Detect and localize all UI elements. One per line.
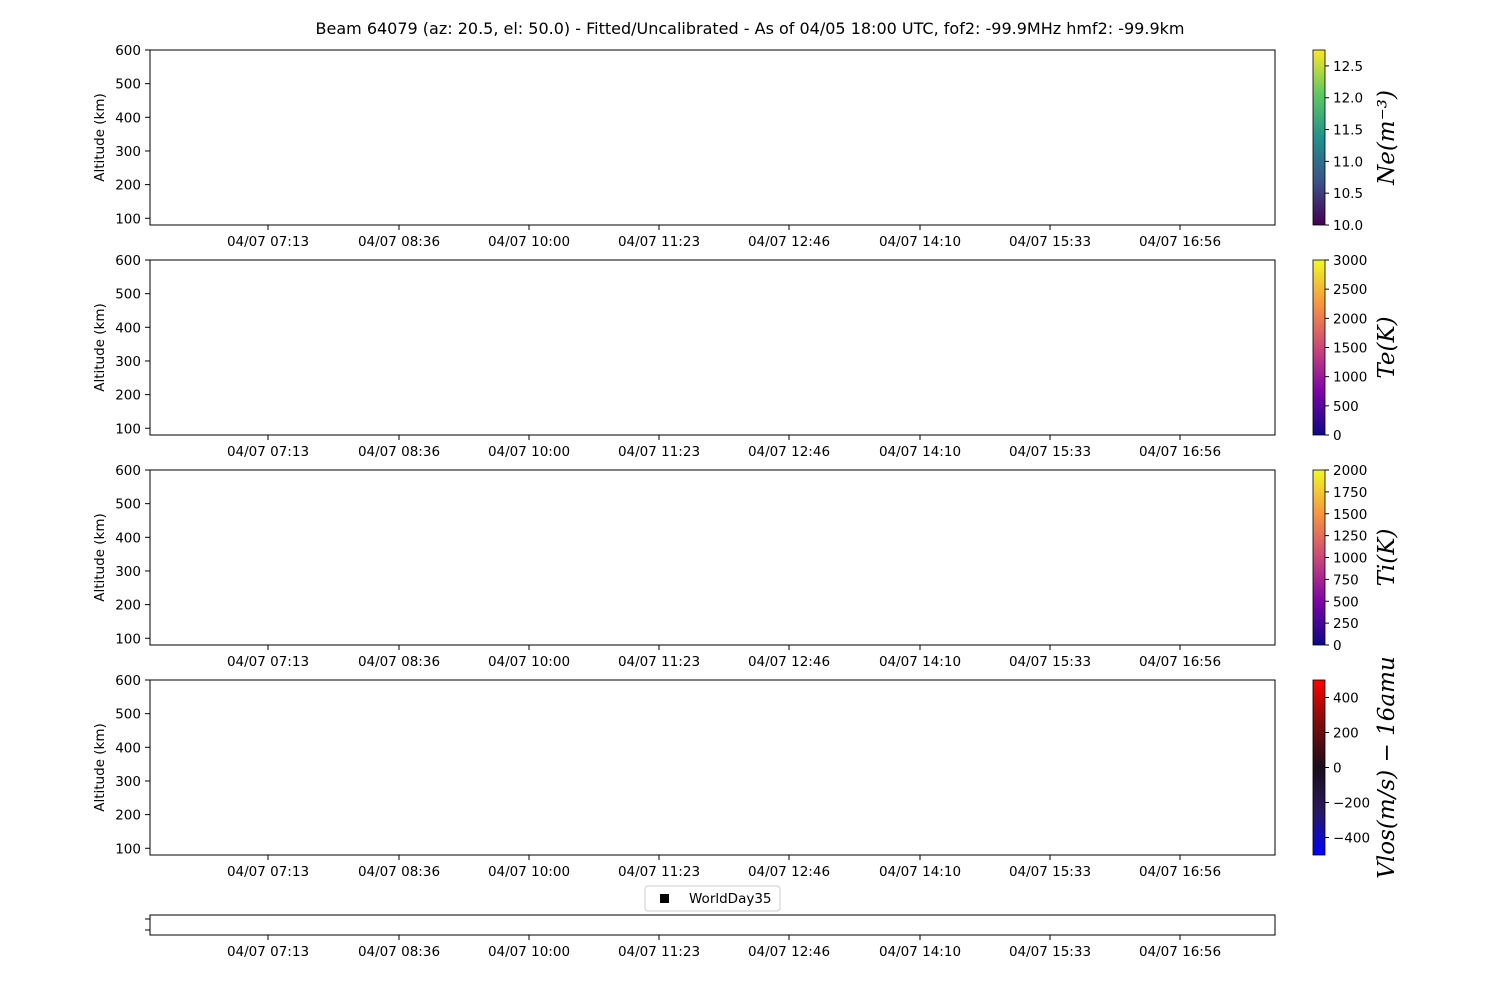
axes-frame bbox=[150, 470, 1275, 645]
colorbar bbox=[1313, 260, 1325, 435]
ytick-label: 300 bbox=[115, 773, 141, 790]
ytick-label: 200 bbox=[115, 597, 141, 614]
ytick-label: 100 bbox=[115, 841, 141, 858]
strip-xtick-label: 04/07 07:13 bbox=[226, 944, 310, 960]
colorbar-tick-label: 1750 bbox=[1333, 484, 1368, 501]
ytick-label: 500 bbox=[115, 76, 141, 93]
axes-frame bbox=[150, 915, 1275, 935]
strip-xtick-label: 04/07 11:23 bbox=[617, 944, 701, 960]
panel-3 bbox=[92, 463, 1400, 670]
panel-xtick-label: 04/07 16:56 bbox=[1138, 864, 1222, 880]
ytick-label: 300 bbox=[115, 353, 141, 370]
colorbar-label: Ti(K) bbox=[1374, 528, 1400, 587]
ytick-label: 300 bbox=[115, 563, 141, 580]
ytick-label: 400 bbox=[115, 530, 141, 547]
ytick-label: 500 bbox=[115, 286, 141, 303]
colorbar-tick-label: −400 bbox=[1333, 830, 1371, 847]
ytick-label: 400 bbox=[115, 740, 141, 757]
panel-xtick-label: 04/07 15:33 bbox=[1008, 864, 1092, 880]
ylabel: Altitude (km) bbox=[92, 723, 108, 812]
mode-strip-panel bbox=[145, 886, 1275, 960]
colorbar-tick-label: 10.0 bbox=[1333, 218, 1364, 234]
panel-xtick-label: 04/07 16:56 bbox=[1138, 654, 1222, 670]
colorbar bbox=[1313, 470, 1325, 645]
colorbar-tick-label: 0 bbox=[1333, 428, 1342, 444]
ytick-label: 500 bbox=[115, 706, 141, 723]
panel-xtick-label: 04/07 08:36 bbox=[357, 234, 441, 250]
colorbar-tick-label: 12.5 bbox=[1333, 58, 1364, 75]
colorbar-tick-label: 1000 bbox=[1333, 550, 1368, 567]
colorbar-tick-label: 750 bbox=[1333, 572, 1359, 589]
ytick-label: 300 bbox=[115, 143, 141, 160]
colorbar-tick-label: 400 bbox=[1333, 690, 1359, 707]
colorbar-tick-label: 1500 bbox=[1333, 340, 1368, 357]
colorbar-label: Vlos(m/s) − 16amu bbox=[1374, 656, 1400, 879]
ytick-label: 400 bbox=[115, 320, 141, 337]
panel-xtick-label: 04/07 11:23 bbox=[617, 654, 701, 670]
ytick-label: 200 bbox=[115, 387, 141, 404]
figure-title: Beam 64079 (az: 20.5, el: 50.0) - Fitted/Uncalibrated - As of 04/05 18:00 UTC, fof2: -99.9MHz hmf2: -99.9km bbox=[315, 19, 1185, 38]
colorbar bbox=[1313, 680, 1325, 855]
panel-xtick-label: 04/07 12:46 bbox=[747, 234, 831, 250]
panel-xtick-label: 04/07 07:13 bbox=[226, 654, 310, 670]
colorbar-tick-label: 500 bbox=[1333, 594, 1359, 611]
panel-xtick-label: 04/07 15:33 bbox=[1008, 444, 1092, 460]
colorbar-tick-label: 2000 bbox=[1333, 311, 1368, 328]
panel-xtick-label: 04/07 12:46 bbox=[747, 444, 831, 460]
ytick-label: 400 bbox=[115, 110, 141, 127]
colorbar-tick-label: 10.5 bbox=[1333, 186, 1364, 203]
axes-frame bbox=[150, 680, 1275, 855]
ylabel: Altitude (km) bbox=[92, 303, 108, 392]
panel-xtick-label: 04/07 10:00 bbox=[487, 234, 571, 250]
colorbar-tick-label: 500 bbox=[1333, 398, 1359, 415]
colorbar-tick-label: 0 bbox=[1333, 760, 1342, 777]
colorbar bbox=[1313, 50, 1325, 225]
panel-2 bbox=[92, 253, 1400, 460]
ytick-label: 600 bbox=[115, 673, 141, 689]
ytick-label: 500 bbox=[115, 496, 141, 513]
strip-xtick-label: 04/07 14:10 bbox=[878, 944, 962, 960]
ytick-label: 600 bbox=[115, 253, 141, 269]
panel-4 bbox=[92, 656, 1400, 880]
colorbar-tick-label: 250 bbox=[1333, 616, 1359, 633]
axes-frame bbox=[150, 50, 1275, 225]
panel-xtick-label: 04/07 15:33 bbox=[1008, 654, 1092, 670]
ytick-label: 100 bbox=[115, 421, 141, 438]
colorbar-tick-label: 12.0 bbox=[1333, 90, 1364, 107]
colorbar-label: Ne(m⁻³) bbox=[1374, 90, 1400, 185]
colorbar-tick-label: 3000 bbox=[1333, 253, 1368, 269]
ylabel: Altitude (km) bbox=[92, 513, 108, 602]
ytick-label: 600 bbox=[115, 43, 141, 59]
panel-xtick-label: 04/07 11:23 bbox=[617, 864, 701, 880]
panel-xtick-label: 04/07 10:00 bbox=[487, 444, 571, 460]
panel-xtick-label: 04/07 08:36 bbox=[357, 444, 441, 460]
strip-xtick-label: 04/07 16:56 bbox=[1138, 944, 1222, 960]
colorbar-tick-label: 2500 bbox=[1333, 282, 1368, 299]
panel-xtick-label: 04/07 16:56 bbox=[1138, 234, 1222, 250]
panel-xtick-label: 04/07 14:10 bbox=[878, 234, 962, 250]
colorbar-tick-label: 1500 bbox=[1333, 506, 1368, 523]
panel-xtick-label: 04/07 14:10 bbox=[878, 864, 962, 880]
panel-xtick-label: 04/07 12:46 bbox=[747, 654, 831, 670]
panel-xtick-label: 04/07 11:23 bbox=[617, 444, 701, 460]
ytick-label: 200 bbox=[115, 807, 141, 824]
panel-xtick-label: 04/07 07:13 bbox=[226, 864, 310, 880]
colorbar-tick-label: 11.0 bbox=[1333, 154, 1364, 171]
panel-xtick-label: 04/07 15:33 bbox=[1008, 234, 1092, 250]
panel-xtick-label: 04/07 07:13 bbox=[226, 444, 310, 460]
panel-xtick-label: 04/07 07:13 bbox=[226, 234, 310, 250]
colorbar-tick-label: 11.5 bbox=[1333, 122, 1364, 139]
colorbar-tick-label: 1250 bbox=[1333, 528, 1368, 545]
strip-xtick-label: 04/07 08:36 bbox=[357, 944, 441, 960]
panel-xtick-label: 04/07 10:00 bbox=[487, 654, 571, 670]
ytick-label: 100 bbox=[115, 211, 141, 228]
panel-xtick-label: 04/07 14:10 bbox=[878, 444, 962, 460]
panel-xtick-label: 04/07 08:36 bbox=[357, 864, 441, 880]
strip-xtick-label: 04/07 12:46 bbox=[747, 944, 831, 960]
strip-xtick-label: 04/07 10:00 bbox=[487, 944, 571, 960]
panel-xtick-label: 04/07 16:56 bbox=[1138, 444, 1222, 460]
panel-xtick-label: 04/07 14:10 bbox=[878, 654, 962, 670]
panel-xtick-label: 04/07 10:00 bbox=[487, 864, 571, 880]
strip-xtick-label: 04/07 15:33 bbox=[1008, 944, 1092, 960]
legend bbox=[645, 886, 780, 911]
ytick-label: 600 bbox=[115, 463, 141, 479]
ytick-label: 100 bbox=[115, 631, 141, 648]
axes-frame bbox=[150, 260, 1275, 435]
colorbar-tick-label: 200 bbox=[1333, 725, 1359, 742]
ylabel: Altitude (km) bbox=[92, 93, 108, 182]
colorbar-tick-label: −200 bbox=[1333, 795, 1371, 812]
legend-entry: WorldDay35 bbox=[689, 891, 772, 907]
panel-1 bbox=[92, 43, 1400, 250]
panel-xtick-label: 04/07 11:23 bbox=[617, 234, 701, 250]
legend-marker bbox=[660, 894, 669, 903]
ytick-label: 200 bbox=[115, 177, 141, 194]
colorbar-tick-label: 0 bbox=[1333, 638, 1342, 654]
panel-xtick-label: 04/07 08:36 bbox=[357, 654, 441, 670]
colorbar-label: Te(K) bbox=[1374, 316, 1400, 379]
colorbar-tick-label: 2000 bbox=[1333, 463, 1368, 479]
colorbar-tick-label: 1000 bbox=[1333, 369, 1368, 386]
panel-xtick-label: 04/07 12:46 bbox=[747, 864, 831, 880]
